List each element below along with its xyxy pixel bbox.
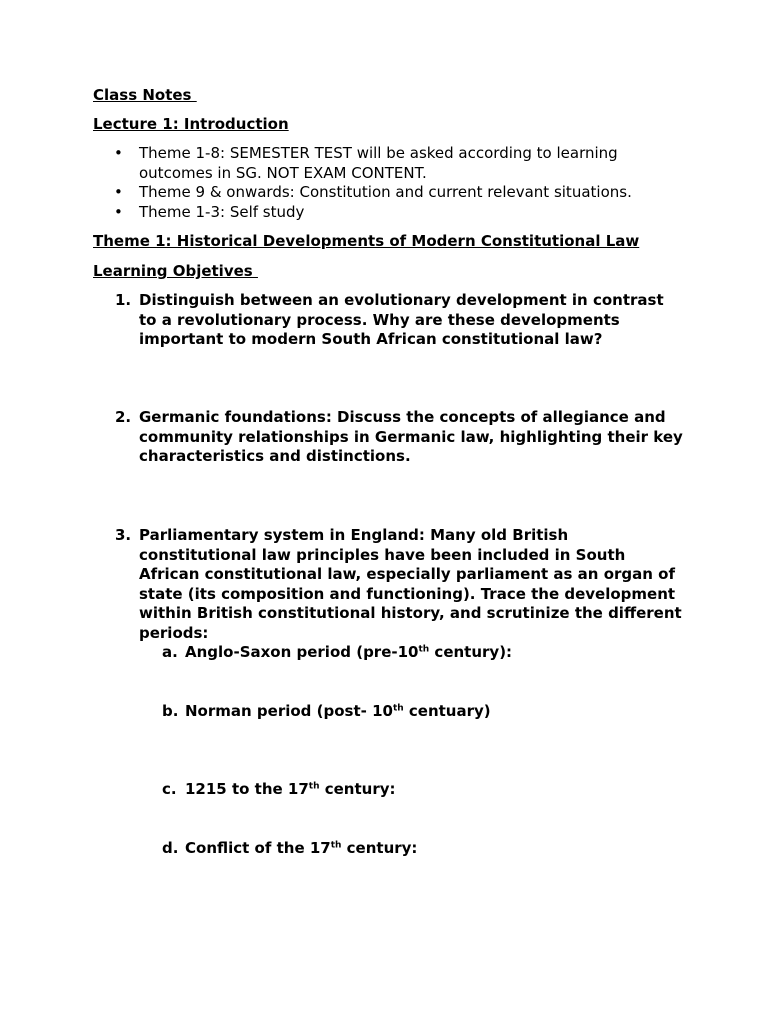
period-text: 1215 to the 17th century: [185, 780, 396, 798]
period-item-d [162, 839, 682, 859]
period-marker: a. [162, 643, 178, 661]
bullet-item [93, 203, 693, 223]
period-marker: b. [162, 702, 179, 720]
bullet-text: Theme 1-8: SEMESTER TEST will be asked according to learning outcomes in SG. NOT EXAM CONTENT. [139, 144, 618, 182]
bullet-icon: • [114, 144, 123, 162]
objective-text: Distinguish between an evolutionary development in contrast to a revolutionary process. Why are these developments important to modern South African constitutional law? [139, 291, 664, 348]
period-item-b [162, 702, 682, 722]
lecture-1-heading: Lecture 1: Introduction [93, 115, 289, 133]
objective-number: 2. [115, 408, 132, 426]
period-marker: c. [162, 780, 177, 798]
objective-number: 3. [115, 526, 132, 544]
lecture-bullet-list [93, 144, 693, 222]
theme-1-heading: Theme 1: Historical Developments of Modern Constitutional Law [93, 232, 640, 250]
bullet-item [93, 183, 693, 203]
bullet-icon: • [114, 183, 123, 201]
bullet-icon: • [114, 202, 123, 221]
period-text: Anglo-Saxon period (pre-10th century): [185, 643, 513, 661]
period-text: Conflict of the 17th century: [185, 839, 418, 857]
bullet-text: Theme 9 & onwards: Constitution and current relevant situations. [139, 183, 632, 201]
learning-objectives-heading: Learning Objetives [93, 262, 258, 280]
objective-text: Germanic foundations: Discuss the concepts of allegiance and community relationships in Germanic law, highlighting their key characteristics and distinctions. [139, 408, 683, 465]
objective-item-2 [93, 408, 683, 467]
objective-text: Parliamentary system in England: Many old British constitutional law principles have been included in South African constitutional law, especially parliament as an organ of state (its composition and functioning). Trace the development within British constitutional history, and scrutinize the different periods: [139, 526, 682, 642]
objective-number: 1. [115, 291, 132, 309]
period-item-a [162, 643, 682, 663]
period-marker: d. [162, 839, 179, 857]
bullet-text: Theme 1-3: Self study [139, 202, 305, 221]
objective-item-1 [93, 291, 683, 350]
period-item-c [162, 780, 682, 800]
class-notes-heading: Class Notes [93, 86, 197, 104]
bullet-item [93, 144, 693, 183]
period-text: Norman period (post- 10th centuary) [185, 702, 491, 720]
objective-item-3 [93, 526, 683, 643]
